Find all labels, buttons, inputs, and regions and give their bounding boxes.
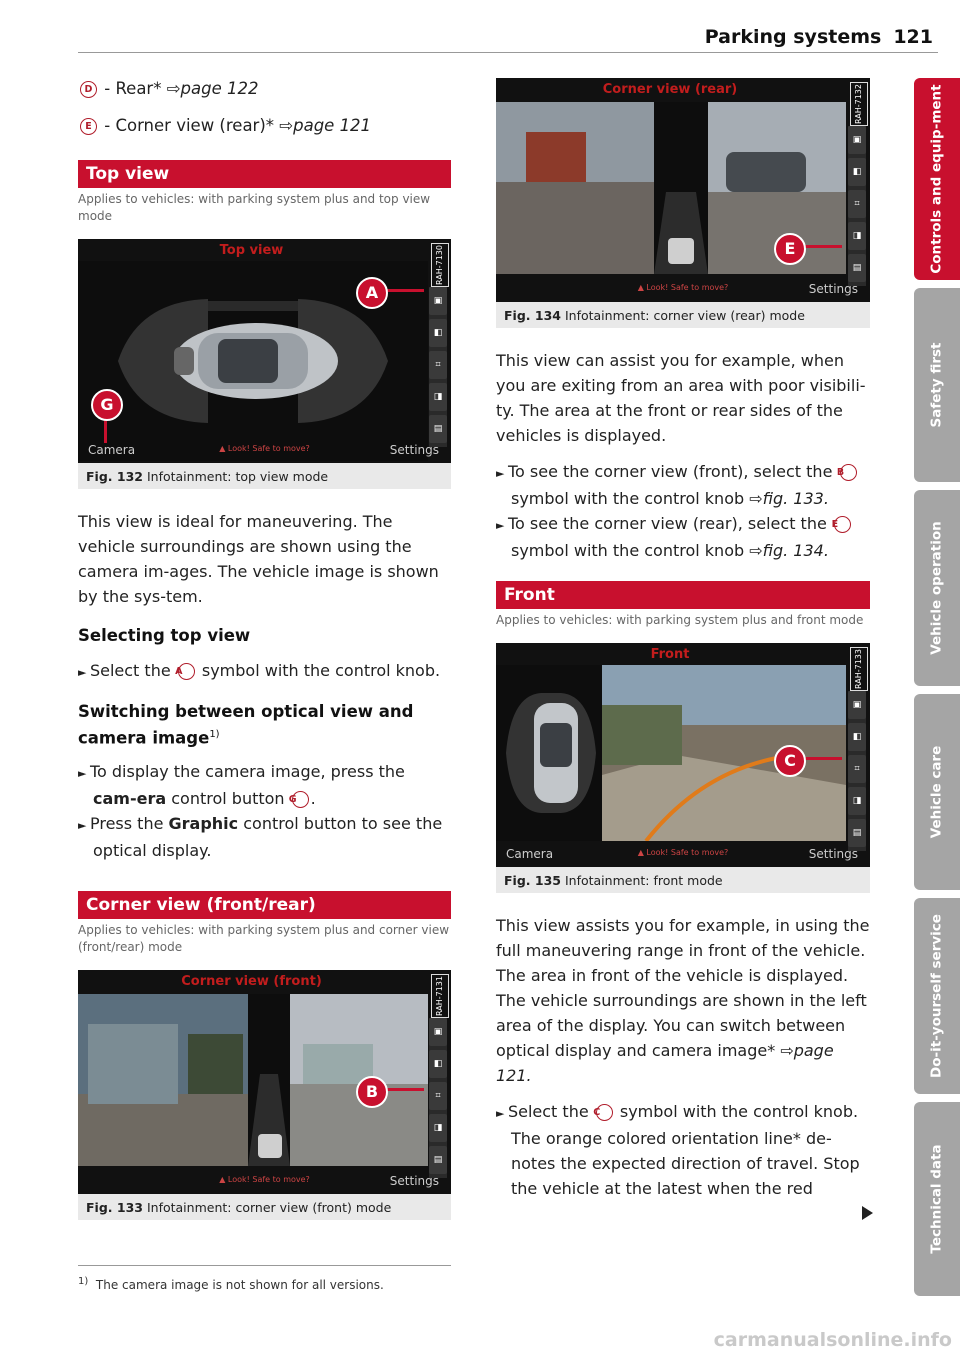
settings-label[interactable]: Settings	[808, 282, 858, 296]
trailer-view-icon[interactable]: ▤	[429, 1146, 447, 1174]
screen-footer	[496, 841, 870, 867]
screen-sidebar	[429, 1018, 447, 1178]
figure-caption: Fig. 133 Infotainment: corner view (front) mode	[86, 1199, 392, 1215]
figure-135	[496, 643, 870, 893]
tab-vehicle-care[interactable]: Vehicle care	[914, 694, 960, 890]
rear-view-icon[interactable]: ◨	[848, 222, 866, 250]
symbol-a-icon: A	[178, 663, 195, 680]
figure-caption: Fig. 135 Infotainment: front mode	[504, 873, 723, 888]
selecting-heading: Selecting top view	[78, 626, 251, 645]
front-view-icon[interactable]: ◧	[429, 319, 447, 347]
bullet: ► Select the C symbol with the control knob. The orange colored orientation line* de-notes the expected direction of travel. Stop the vehicle at the latest when the red	[496, 1099, 870, 1201]
camera-label[interactable]: Camera	[506, 847, 554, 861]
callout-b: B	[356, 1076, 388, 1108]
front-screen: Front RAH-7133 ▣ ◧ ⌗ ◨ ▤ C Camera ▲ Look! Safe to move? Settings	[496, 643, 870, 867]
symbol-g-icon: G	[292, 791, 309, 808]
callout-a: A	[356, 277, 388, 309]
page-link[interactable]: ⇨page 121.	[496, 1041, 834, 1085]
switching-heading: Switching between optical view and camera image$^{1)}$	[78, 702, 414, 748]
tab-diy-service[interactable]: Do-it-yourself service	[914, 898, 960, 1094]
right-column	[496, 78, 870, 1201]
symbol-e-icon: E	[834, 516, 851, 533]
trailer-view-icon[interactable]: ▤	[848, 819, 866, 847]
corner-view-icon[interactable]: ⌗	[429, 351, 447, 379]
section-heading-front: Front	[496, 581, 870, 609]
settings-label[interactable]: Settings	[389, 443, 439, 457]
top-view-icon[interactable]: ▣	[848, 691, 866, 719]
bullet: ► Select the A symbol with the control knob.	[78, 658, 451, 685]
rear-view-icon[interactable]: ◨	[429, 1114, 447, 1142]
callout-c: C	[774, 745, 806, 777]
top-view-icon[interactable]: ▣	[429, 287, 447, 315]
warning-text: ▲ Look! Safe to move?	[219, 1174, 310, 1184]
corner-view-icon[interactable]: ⌗	[848, 190, 866, 218]
front-view-icon[interactable]: ◧	[848, 723, 866, 751]
figure-132	[78, 239, 451, 489]
warning-text: ▲ Look! Safe to move?	[637, 848, 729, 857]
left-column	[78, 70, 451, 1220]
watermark: carmanualsonline.info	[713, 1329, 952, 1351]
trailer-view-icon[interactable]: ▤	[429, 415, 447, 443]
bullet: ► Press the Graphic control button to see the optical display.	[78, 811, 451, 863]
applies-note: Applies to vehicles: with parking system plus and top view mode	[78, 192, 431, 223]
screen-footer	[78, 437, 451, 463]
top-view-screen: Top view RAH-7130 ▣ ◧ ⌗ ◨ ▤ A G Camera ▲ Look! Safe to move? Settings	[78, 239, 451, 463]
callout-e: E	[774, 233, 806, 265]
corner-front-screen: Corner view (front) RAH-7131 ▣ ◧ ⌗ ◨ ▤ B ▲ Look! Safe to move? Settings	[78, 970, 451, 1194]
settings-label[interactable]: Settings	[389, 1173, 439, 1188]
trailer-view-icon[interactable]: ▤	[848, 254, 866, 282]
corner-view-icon[interactable]: ⌗	[429, 1082, 447, 1110]
section-heading-corner-view: Corner view (front/rear)	[78, 891, 451, 919]
figure-133	[78, 970, 451, 1220]
section-heading-top-view: Top view	[78, 160, 451, 188]
page-number: 121	[893, 26, 933, 48]
ref-d: D - Rear* ⇨page 122	[78, 70, 451, 107]
symbol-e-icon: E	[80, 118, 97, 135]
figure-134	[496, 78, 870, 328]
continue-arrow-icon	[862, 1206, 873, 1220]
footnote: $^{1)}$ The camera image is not shown for all versions.	[78, 1276, 384, 1292]
front-view-icon[interactable]: ◧	[848, 158, 866, 186]
header-section: Parking systems	[704, 26, 882, 48]
top-view-icon[interactable]: ▣	[429, 1018, 447, 1046]
bullet: ► To see the corner view (rear), select the E symbol with the control knob ⇨fig. 134.	[496, 511, 870, 563]
applies-note: Applies to vehicles: with parking system plus and corner view (front/rear) mode	[78, 922, 450, 954]
figure-caption: Fig. 132 Infotainment: top view mode	[86, 469, 329, 484]
symbol-b-icon: B	[840, 464, 857, 481]
warning-text: ▲ Look! Safe to move?	[637, 283, 729, 292]
footnote-rule	[78, 1265, 451, 1266]
page-link[interactable]: ⇨page 122	[166, 79, 259, 98]
corner-paragraph: This view can assist you for example, when you are exiting from an area with poor visibili-ty. The area at the front or rear sides of the vehicles is displayed.	[496, 351, 866, 445]
ref-e: E - Corner view (rear)* ⇨page 121	[78, 107, 451, 144]
applies-note: Applies to vehicles: with parking system plus and front mode	[496, 613, 864, 627]
screen-footer	[78, 1168, 451, 1194]
front-view-icon[interactable]: ◧	[429, 1050, 447, 1078]
tab-safety[interactable]: Safety first	[914, 288, 960, 482]
camera-label[interactable]: Camera	[88, 443, 136, 457]
bullet: ► To see the corner view (front), select the B symbol with the control knob ⇨fig. 133.	[496, 459, 870, 511]
warning-text: ▲ Look! Safe to move?	[219, 444, 310, 453]
callout-g: G	[91, 389, 123, 421]
symbol-c-icon: C	[596, 1104, 613, 1121]
front-paragraph: This view assists you for example, in using the full maneuvering range in front of the vehicle. The area in front of the vehicle is displayed. The vehicle surroundings are shown in the left area of the display. You can switch between optical display and camera image* ⇨page 121.	[496, 916, 870, 1085]
header-rule	[78, 52, 938, 53]
tab-controls[interactable]: Controls and equip-ment	[914, 78, 960, 280]
figure-link[interactable]: ⇨fig. 134.	[749, 541, 829, 560]
rear-view-icon[interactable]: ◨	[429, 383, 447, 411]
figure-caption: Fig. 134 Infotainment: corner view (rear) mode	[504, 308, 805, 323]
running-header	[498, 26, 933, 48]
tab-vehicle-operation[interactable]: Vehicle operation	[914, 490, 960, 686]
rear-view-icon[interactable]: ◨	[848, 787, 866, 815]
corner-rear-screen: Corner view (rear) RAH-7132 ▣ ◧ ⌗ ◨ ▤ E ▲ Look! Safe to move? Settings	[496, 78, 870, 302]
top-view-paragraph: This view is ideal for maneuvering. The vehicle surroundings are shown using the camera im-ages. The vehicle image is shown by the sys-tem.	[78, 512, 439, 606]
symbol-d-icon: D	[80, 81, 97, 98]
bullet: ► To display the camera image, press the cam-era control button G .	[78, 759, 451, 811]
figure-link[interactable]: ⇨fig. 133.	[749, 489, 829, 508]
corner-view-icon[interactable]: ⌗	[848, 755, 866, 783]
screen-sidebar	[429, 287, 447, 447]
tab-technical-data[interactable]: Technical data	[914, 1102, 960, 1296]
top-view-icon[interactable]: ▣	[848, 126, 866, 154]
screen-sidebar	[848, 126, 866, 286]
screen-footer	[496, 276, 870, 302]
page-link[interactable]: ⇨page 121	[279, 116, 372, 135]
screen-sidebar	[848, 691, 866, 851]
settings-label[interactable]: Settings	[808, 847, 858, 861]
